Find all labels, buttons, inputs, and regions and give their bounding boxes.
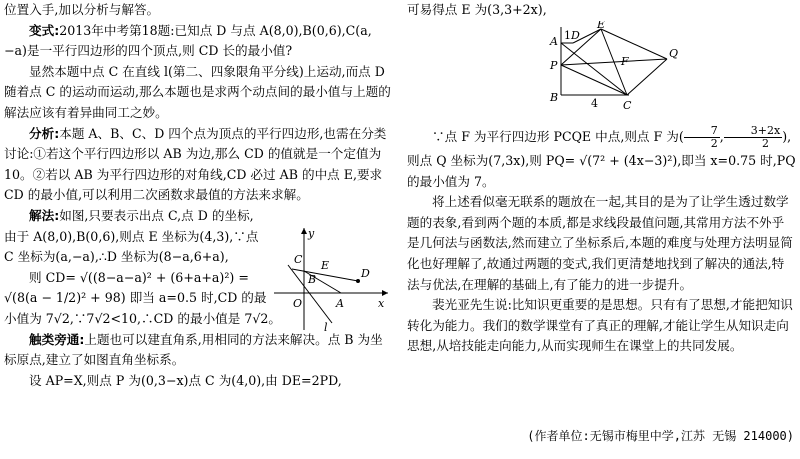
para-point-e: 可易得点 E 为(3,3+2x), <box>407 2 547 17</box>
fraction-y-num: 3+2x <box>724 125 782 138</box>
fraction-x-den: 2 <box>710 137 718 150</box>
axis-y-arrow <box>301 228 307 234</box>
label-4: 4 <box>591 97 598 110</box>
axis-x-arrow <box>382 290 388 296</box>
label-a: A <box>336 297 344 310</box>
label-extension: 触类旁通: <box>29 331 85 347</box>
para-variant <box>4 21 392 62</box>
label-c: C <box>294 253 303 266</box>
label-analysis: 分析: <box>29 125 60 141</box>
variant-text: 2013年中考第18题:已知点 D 与点 A(8,0),B(0,6),C(a,−a)是一平行四边形的四个顶点,则 CD 长的最小值? <box>4 22 372 59</box>
para-summary: 将上述看似毫无联系的题放在一起,其目的是为了让学生透过数学题的表象,看到两个题的本质,都是求线段最值问题,其常用方法不外乎是几何法与函数法,然而建立了坐标系后,本题的难度与处理方法明显简化也好理解了,故通过两题的变式,我们更清楚地找到了解决的通法,特法与优法,在理解的基础上,有了能力的进一步提升。 <box>407 194 793 292</box>
label-y: y <box>308 227 315 240</box>
figure-coordinate-line <box>266 225 391 335</box>
label-o: O <box>293 297 303 310</box>
point-f-close: ), <box>782 129 792 144</box>
label-b: B <box>308 273 317 286</box>
point-d <box>356 279 360 283</box>
label-a: A <box>550 35 558 48</box>
label-e: E <box>321 259 330 272</box>
label-b: B <box>550 91 559 104</box>
fraction-x-num: 7 <box>684 125 720 138</box>
label-c: C <box>623 99 632 111</box>
fraction-y-den: 2 <box>761 137 769 150</box>
label-d: D <box>571 29 580 42</box>
para-observation: 显然本题中点 C 在直线 l(第二、四象限角平分线)上运动,而点 D 随着点 C 的运动而运动,那么本题也是求两个动点间的最小值与上题的解法应该有着异曲同工之妙。 <box>4 63 391 120</box>
para-min-value: 小值为 7√2,∵7√2<10,∴CD 的最小值是 7√2。 <box>4 310 282 326</box>
formula-cont-text: 即当 a=0.5 时,CD 的最 <box>129 290 267 306</box>
label-x: x <box>378 297 385 310</box>
para-extension <box>4 330 392 371</box>
para-continuation: 位置入手,加以分析与解答。 <box>4 2 160 17</box>
para-point-q: 则点 Q 坐标为(7,3x),则 PQ= √(7² + (4x−3)²),即当 x=0.75 时,PQ 的最小值为 7。 <box>407 153 796 189</box>
label-p: P <box>550 59 558 72</box>
para-solution <box>4 206 266 268</box>
solution-text: 如图,只要表示出点 C,点 D 的坐标,由于 A(8,0),B(0,6),则点 E 坐标为(4,3),∵点 C 坐标为(a,−a),∴D 坐标为(8−a,6+a), <box>4 207 259 265</box>
label-d: D <box>361 267 370 280</box>
fraction-y <box>724 125 782 150</box>
author-affiliation: (作者单位:无锡市梅里中学,江苏 无锡 214000) <box>527 429 794 443</box>
para-point-f: ∵点 F 为平行四边形 PCQE 中点,则点 F 为( $\frac{7}{2}$ , $\frac{3+2x}{2}$ ), <box>432 124 792 150</box>
para-setup: 设 AP=X,则点 P 为(0,3−x)点 C 为(4,0),由 DE=2PD, <box>29 372 342 388</box>
extension-text: 上题也可以建直角系,用相同的方法来解决。点 B 为坐标原点,建立了如图直角坐标系。 <box>4 331 383 368</box>
right-column <box>407 0 796 21</box>
fraction-x <box>684 125 720 150</box>
segment-qc <box>627 59 667 95</box>
label-solution: 解法: <box>29 207 60 223</box>
formula-cd: 则 CD= √((8−a−a)² + (6+a+a)²) = <box>29 269 249 285</box>
para-quote: 裴光亚先生说:比知识更重要的是思想。只有有了思想,才能把知识转化为能力。我们的数学课堂有了真正的理解,才能让学生从知识走向思想,从培技能走向能力,从而实现师生在课堂上的共同发展。 <box>407 297 793 354</box>
formula-radical: √(8(a − 1/2)² + 98) <box>4 290 126 306</box>
label-variant: 变式: <box>29 22 60 38</box>
label-l: l <box>324 321 328 334</box>
label-e: E <box>597 21 606 31</box>
right-column-lower <box>407 123 796 357</box>
label-q: Q <box>669 47 679 60</box>
figure-parallelogram <box>533 21 693 111</box>
para-analysis <box>4 124 392 206</box>
point-f-text: ∵点 F 为平行四边形 PCQE 中点,则点 F 为( <box>432 129 684 144</box>
label-f: F <box>621 55 629 68</box>
label-1: 1 <box>564 29 571 42</box>
analysis-text: 本题 A、B、C、D 四个点为顶点的平行四边形,也需在分类讨论:①若这个平行四边形以 AB 为边,那么 CD 的值就是一个定值为10。②若以 AB 为平行四边形的对角线,CD 必过 AB 的中点 E,要求 CD 的最小值,可以利用二次函数求最值的方法来求解。 <box>4 125 387 203</box>
